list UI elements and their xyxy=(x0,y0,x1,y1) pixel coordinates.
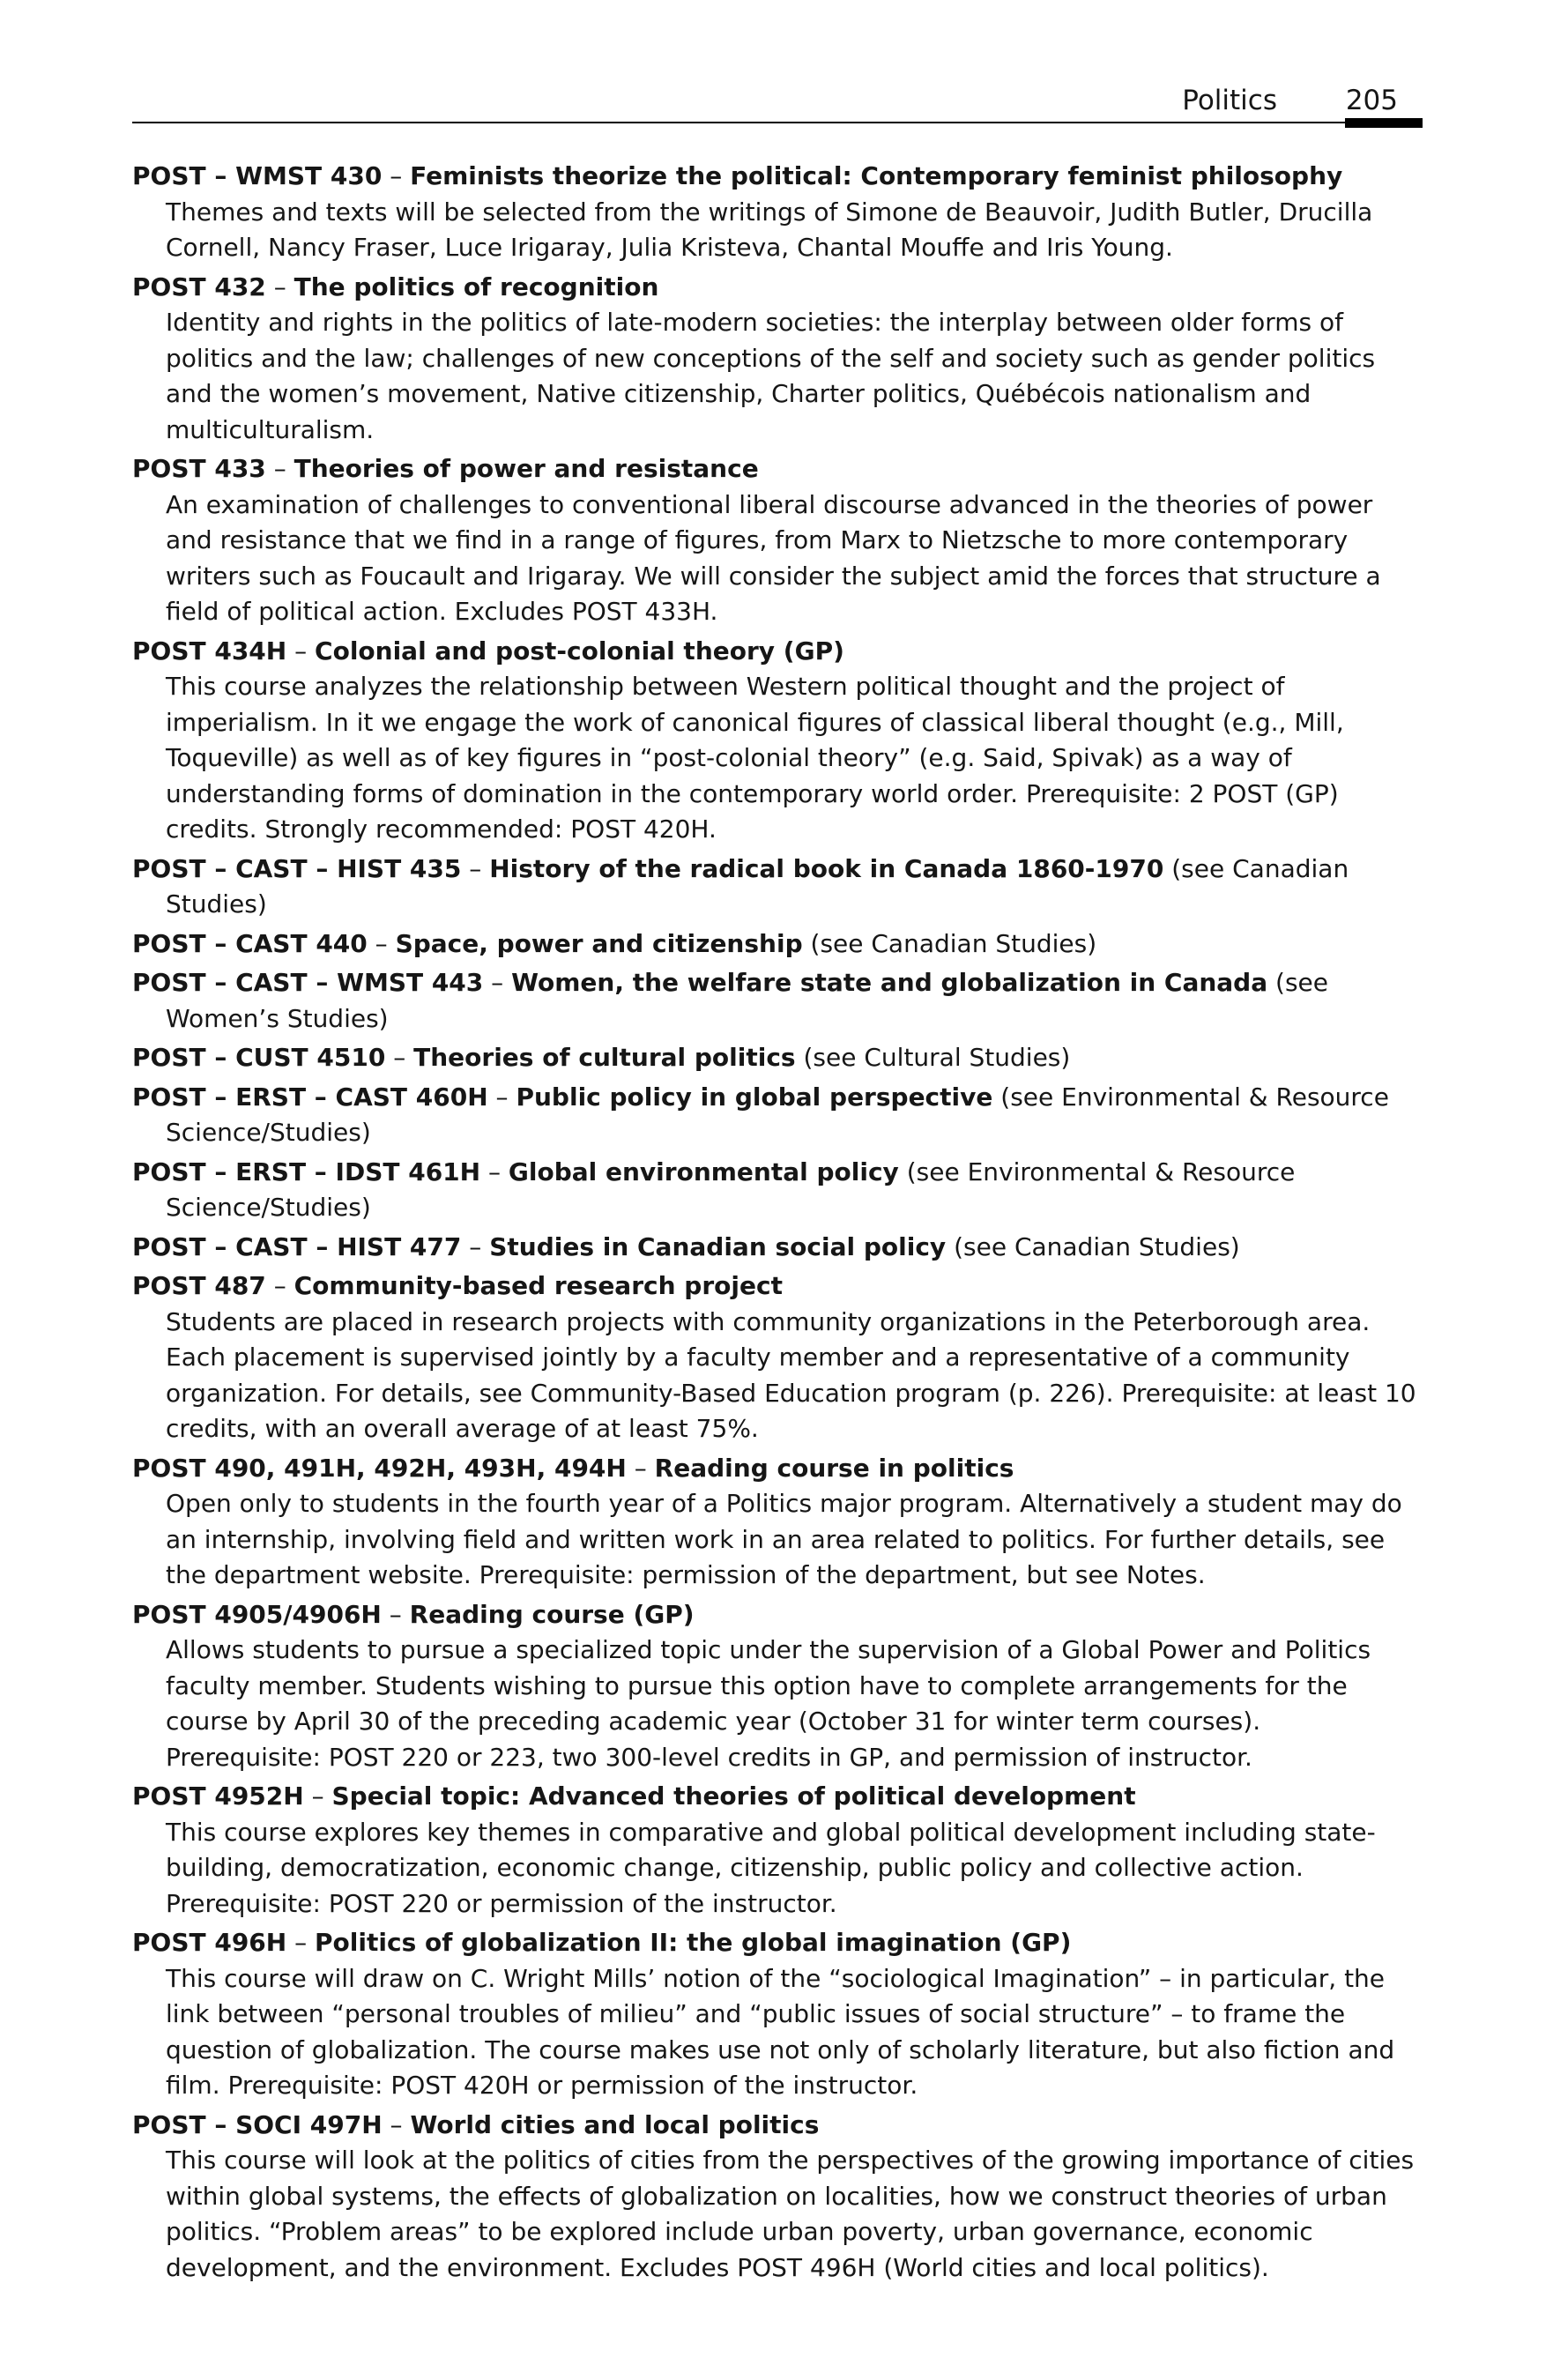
course-entry xyxy=(132,1779,1423,1922)
course-cross-reference: (see Canadian Studies) xyxy=(954,1231,1240,1261)
course-entry xyxy=(132,2108,1423,2287)
course-heading: POST 432 – The politics of recognition xyxy=(132,271,659,301)
course-entry xyxy=(132,1451,1423,1594)
course-code: POST 434H xyxy=(132,636,287,666)
course-code: POST 433 xyxy=(132,454,266,483)
course-description: Allows students to pursue a specialized topic under the supervision of a Global Power and Politics faculty member. Students wishing to pursue this option have to complete arrangements for the course by April 30 of the preceding academic year (October 31 for winter term courses). Prerequisite: POST 220 or 223, two 300-level credits in GP, and permission of instructor. xyxy=(166,1635,1371,1772)
course-description: This course explores key themes in comparative and global political development including state-building, democratization, economic change, citizenship, public policy and collective action. Prerequisite: POST 220 or permission of the instructor. xyxy=(166,1817,1376,1918)
course-code: POST – ERST – CAST 460H xyxy=(132,1082,488,1112)
course-code: POST 487 xyxy=(132,1271,266,1300)
course-entry xyxy=(132,270,1423,449)
course-name: History of the radical book in Canada 1860-1970 xyxy=(489,853,1164,883)
course-name: Public policy in global perspective xyxy=(516,1082,993,1112)
running-head-section: Politics xyxy=(1182,85,1277,116)
course-entry xyxy=(132,1925,1423,2104)
course-description: This course analyzes the relationship between Western political thought and the project of imperialism. In it we engage the work of canonical figures of classical liberal thought (e.g., Mill, Toqueville) as well as of key figures in “post-colonial theory” (e.g. Said, Spivak) as a way of understanding forms of domination in the contemporary world order. Prerequisite: 2 POST (GP) credits. Strongly recommended: POST 420H. xyxy=(166,672,1344,844)
course-heading: POST 434H – Colonial and post-colonial theory (GP) xyxy=(132,636,844,666)
course-heading: POST – WMST 430 – Feminists theorize the political: Contemporary feminist philosophy xyxy=(132,161,1343,190)
course-heading: POST – CAST 440 – Space, power and citizenship (see Canadian Studies) xyxy=(132,928,1097,958)
course-entry xyxy=(132,926,1423,963)
course-entry xyxy=(132,965,1423,1037)
course-list xyxy=(132,159,1423,2289)
course-heading: POST – CUST 4510 – Theories of cultural politics (see Cultural Studies) xyxy=(132,1043,1071,1072)
course-entry xyxy=(132,634,1423,848)
course-name: Politics of globalization II: the global imagination (GP) xyxy=(315,1928,1072,1957)
course-heading: POST 496H – Politics of globalization II: the global imagination (GP) xyxy=(132,1928,1072,1957)
course-cross-reference: (see Cultural Studies) xyxy=(803,1043,1071,1072)
course-code: POST – CAST – WMST 443 xyxy=(132,968,484,997)
course-name: Colonial and post-colonial theory (GP) xyxy=(315,636,844,666)
course-heading: POST – CAST – WMST 443 – Women, the welfare state and globalization in Canada (see Women’s Studies) xyxy=(132,968,1328,1033)
course-name: Space, power and citizenship xyxy=(395,928,803,958)
course-description: Open only to students in the fourth year of a Politics major program. Alternatively a student may do an internship, involving field and written work in an area related to politics. For further details, see the department website. Prerequisite: permission of the department, but see Notes. xyxy=(166,1489,1402,1589)
course-name: The politics of recognition xyxy=(294,271,659,301)
header-rule xyxy=(132,122,1423,123)
course-name: Reading course in politics xyxy=(654,1453,1014,1483)
course-code: POST – CUST 4510 xyxy=(132,1043,386,1072)
course-entry xyxy=(132,1040,1423,1076)
course-cross-reference: (see Canadian Studies) xyxy=(810,928,1097,958)
course-heading: POST – SOCI 497H – World cities and local politics xyxy=(132,2109,820,2139)
course-heading: POST – CAST – HIST 477 – Studies in Canadian social policy (see Canadian Studies) xyxy=(132,1231,1240,1261)
course-name: Women, the welfare state and globalization in Canada xyxy=(511,968,1268,997)
course-heading: POST 4905/4906H – Reading course (GP) xyxy=(132,1599,695,1629)
course-code: POST – CAST 440 xyxy=(132,928,368,958)
course-cross-reference: (see Women’s Studies) xyxy=(166,968,1328,1033)
header-rule-tab xyxy=(1345,118,1423,128)
course-heading: POST – ERST – IDST 461H – Global environmental policy (see Environmental & Resource Science/Studies) xyxy=(132,1157,1296,1222)
course-name: Special topic: Advanced theories of political development xyxy=(331,1781,1136,1811)
course-code: POST 490, 491H, 492H, 493H, 494H xyxy=(132,1453,627,1483)
course-cross-reference: (see Canadian Studies) xyxy=(166,853,1349,919)
course-entry xyxy=(132,1268,1423,1447)
course-name: Community-based research project xyxy=(294,1271,783,1300)
course-name: Studies in Canadian social policy xyxy=(489,1231,947,1261)
course-code: POST – CAST – HIST 435 xyxy=(132,853,462,883)
course-entry xyxy=(132,852,1423,923)
course-name: World cities and local politics xyxy=(410,2109,820,2139)
course-entry xyxy=(132,1597,1423,1776)
course-code: POST 4905/4906H xyxy=(132,1599,382,1629)
course-heading: POST 4952H – Special topic: Advanced theories of political development xyxy=(132,1781,1136,1811)
course-code: POST – WMST 430 xyxy=(132,161,383,190)
course-entry xyxy=(132,1230,1423,1266)
course-entry xyxy=(132,1080,1423,1151)
course-code: POST – ERST – IDST 461H xyxy=(132,1157,481,1186)
course-description: Themes and texts will be selected from the writings of Simone de Beauvoir, Judith Butler, Drucilla Cornell, Nancy Fraser, Luce Irigaray, Julia Kristeva, Chantal Mouffe and Iris Young. xyxy=(166,197,1373,262)
course-heading: POST 433 – Theories of power and resistance xyxy=(132,454,759,483)
course-code: POST 432 xyxy=(132,271,266,301)
page-header xyxy=(132,83,1423,136)
course-entry xyxy=(132,451,1423,630)
course-entry xyxy=(132,159,1423,266)
course-description: An examination of challenges to conventional liberal discourse advanced in the theories of power and resistance that we find in a range of figures, from Marx to Nietzsche to more contemporary writers such as Foucault and Irigaray. We will consider the subject amid the forces that structure a field of political action. Excludes POST 433H. xyxy=(166,489,1381,626)
course-name: Reading course (GP) xyxy=(409,1599,695,1629)
course-cross-reference: (see Environmental & Resource Science/Studies) xyxy=(166,1157,1296,1222)
course-name: Theories of cultural politics xyxy=(413,1043,796,1072)
course-description: This course will look at the politics of cities from the perspectives of the growing importance of cities within global systems, the effects of globalization on localities, how we construct theories of urban politics. “Problem areas” to be explored include urban poverty, urban governance, economic development, and the environment. Excludes POST 496H (World cities and local politics). xyxy=(166,2146,1415,2282)
course-code: POST – CAST – HIST 477 xyxy=(132,1231,462,1261)
page-number: 205 xyxy=(1345,85,1398,116)
course-description: This course will draw on C. Wright Mills’ notion of the “sociological Imagination” – in particular, the link between “personal troubles of milieu” and “public issues of social structure” – to frame the question of globalization. The course makes use not only of scholarly literature, but also fiction and film. Prerequisite: POST 420H or permission of the instructor. xyxy=(166,1963,1395,2100)
course-heading: POST – CAST – HIST 435 – History of the radical book in Canada 1860-1970 (see Canadian Studies) xyxy=(132,853,1349,919)
course-code: POST 4952H xyxy=(132,1781,304,1811)
course-cross-reference: (see Environmental & Resource Science/Studies) xyxy=(166,1082,1389,1147)
course-entry xyxy=(132,1155,1423,1226)
course-heading: POST 487 – Community-based research project xyxy=(132,1271,783,1300)
course-description: Identity and rights in the politics of late-modern societies: the interplay between older forms of politics and the law; challenges of new conceptions of the self and society such as gender politics and the women’s movement, Native citizenship, Charter politics, Québécois nationalism and multiculturalism. xyxy=(166,308,1376,444)
course-heading: POST – ERST – CAST 460H – Public policy in global perspective (see Environmental & Resource Science/Studies) xyxy=(132,1082,1389,1147)
course-code: POST 496H xyxy=(132,1928,287,1957)
course-name: Feminists theorize the political: Contemporary feminist philosophy xyxy=(410,161,1343,190)
course-description: Students are placed in research projects with community organizations in the Peterborough area. Each placement is supervised jointly by a faculty member and a representative of a community organization. For details, see Community-Based Education program (p. 226). Prerequisite: at least 10 credits, with an overall average of at least 75%. xyxy=(166,1306,1416,1443)
course-name: Global environmental policy xyxy=(508,1157,899,1186)
course-code: POST – SOCI 497H xyxy=(132,2109,383,2139)
course-name: Theories of power and resistance xyxy=(294,454,759,483)
course-heading: POST 490, 491H, 492H, 493H, 494H – Reading course in politics xyxy=(132,1453,1014,1483)
